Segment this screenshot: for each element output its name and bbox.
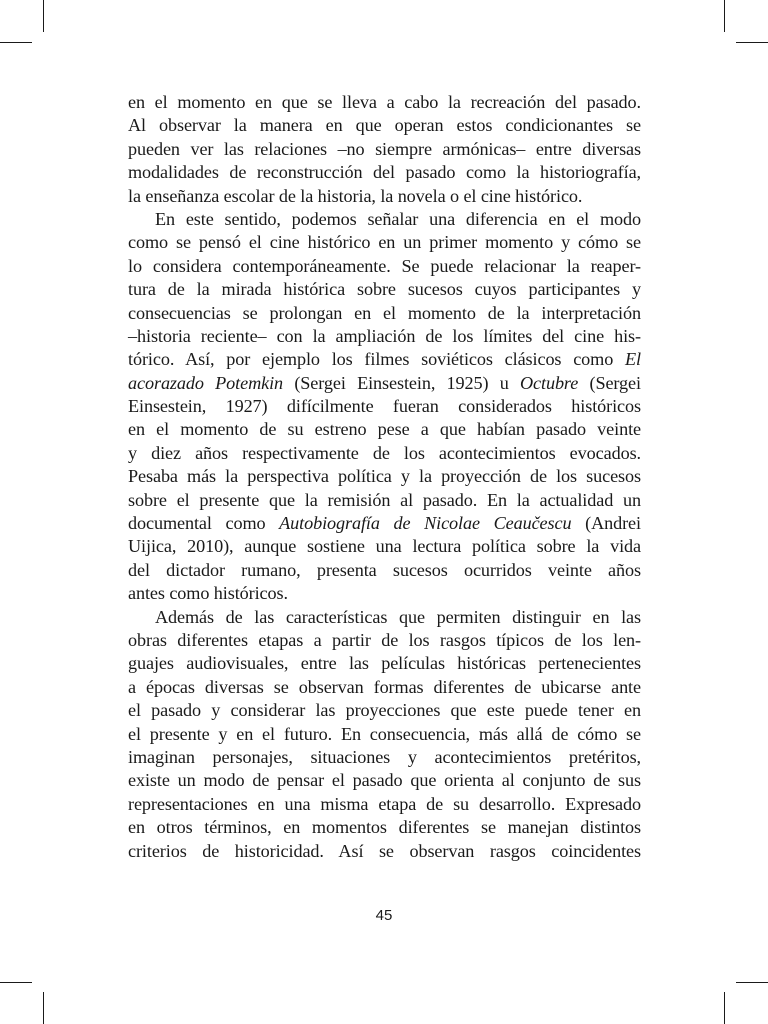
text-line: antes como históricos. bbox=[128, 583, 288, 604]
crop-mark-bottom-left-vertical bbox=[43, 992, 44, 1024]
text-line: existe un modo de pensar el pasado que orienta al conjunto de sus bbox=[128, 770, 641, 791]
crop-mark-bottom-left-horizontal bbox=[0, 982, 32, 983]
text-line: Uijica, 2010), aunque sostiene una lectura política sobre la vida bbox=[128, 536, 641, 557]
text-line bbox=[128, 372, 641, 395]
text-line: imaginan personajes, situaciones y acontecimientos pretéritos, bbox=[128, 746, 641, 767]
text-line: en el momento en que se lleva a cabo la recreación del pasado. bbox=[128, 92, 641, 112]
text-line: el pasado y considerar las proyecciones que este puede tener en bbox=[128, 700, 641, 721]
text-line: Además de las características que permiten distinguir en las bbox=[155, 606, 641, 627]
text-line: como se pensó el cine histórico en un primer momento y cómo se bbox=[128, 232, 641, 253]
text-line: En este sentido, podemos señalar una diferencia en el modo bbox=[155, 208, 641, 229]
crop-mark-bottom-right-vertical bbox=[724, 992, 725, 1024]
paragraph bbox=[128, 91, 641, 208]
film-title: Autobiografía de Nicolae Ceaučescu bbox=[279, 513, 572, 534]
text-line: del dictador rumano, presenta sucesos ocurridos veinte años bbox=[128, 559, 641, 580]
text-line: obras diferentes etapas a partir de los rasgos típicos de los len- bbox=[128, 629, 641, 650]
text-segment: (Andrei bbox=[585, 513, 641, 534]
crop-mark-top-right-horizontal bbox=[736, 42, 768, 43]
text-segment: (Sergei Einsestein, 1925) u bbox=[294, 372, 509, 393]
text-segment: documental como bbox=[128, 513, 266, 534]
text-line: lo considera contemporáneamente. Se puede relacionar la reaper- bbox=[128, 255, 641, 276]
text-line: sobre el presente que la remisión al pasado. En la actualidad un bbox=[128, 489, 641, 510]
text-line: criterios de historicidad. Así se observan rasgos coincidentes bbox=[128, 840, 641, 861]
film-title: Octubre bbox=[519, 372, 579, 393]
text-line: modalidades de reconstrucción del pasado como la historiografía, bbox=[128, 162, 641, 183]
crop-mark-bottom-right-horizontal bbox=[736, 982, 768, 983]
text-line bbox=[128, 348, 641, 371]
crop-mark-top-left-horizontal bbox=[0, 42, 32, 43]
body-text bbox=[128, 91, 641, 863]
text-line: Einsestein, 1927) difícilmente fueran considerados históricos bbox=[128, 396, 641, 417]
text-line: –historia reciente– con la ampliación de los límites del cine his- bbox=[128, 325, 641, 346]
text-line: consecuencias se prolongan en el momento de la interpretación bbox=[128, 302, 641, 323]
text-line: la enseñanza escolar de la historia, la novela o el cine histórico. bbox=[128, 185, 583, 206]
page-number: 45 bbox=[375, 907, 393, 924]
text-line: en el momento de su estreno pese a que habían pasado veinte bbox=[128, 419, 641, 440]
text-segment: tórico. Así, por ejemplo los filmes soviéticos clásicos como bbox=[128, 349, 614, 370]
text-line: el presente y en el futuro. En consecuencia, más allá de cómo se bbox=[128, 723, 641, 744]
text-line: pueden ver las relaciones –no siempre armónicas– entre diversas bbox=[128, 138, 641, 159]
paragraph bbox=[128, 208, 641, 606]
text-line: Pesaba más la perspectiva política y la proyección de los sucesos bbox=[128, 466, 641, 487]
text-line: Al observar la manera en que operan estos condicionantes se bbox=[128, 115, 641, 136]
crop-mark-top-right-vertical bbox=[724, 0, 725, 32]
text-line: y diez años respectivamente de los acontecimientos evocados. bbox=[128, 442, 641, 463]
text-line: a épocas diversas se observan formas diferentes de ubicarse ante bbox=[128, 676, 641, 697]
text-line: tura de la mirada histórica sobre sucesos cuyos participantes y bbox=[128, 279, 641, 300]
text-line: guajes audiovisuales, entre las películas históricas pertenecientes bbox=[128, 653, 641, 674]
film-title: acorazado Potemkin bbox=[128, 372, 284, 393]
crop-mark-top-left-vertical bbox=[43, 0, 44, 32]
text-line: representaciones en una misma etapa de su desarrollo. Expresado bbox=[128, 793, 641, 814]
film-title: El bbox=[625, 349, 642, 370]
text-line bbox=[128, 512, 641, 535]
text-segment: (Sergei bbox=[589, 372, 641, 393]
paragraph bbox=[128, 606, 641, 863]
text-line: en otros términos, en momentos diferentes se manejan distintos bbox=[128, 817, 641, 838]
